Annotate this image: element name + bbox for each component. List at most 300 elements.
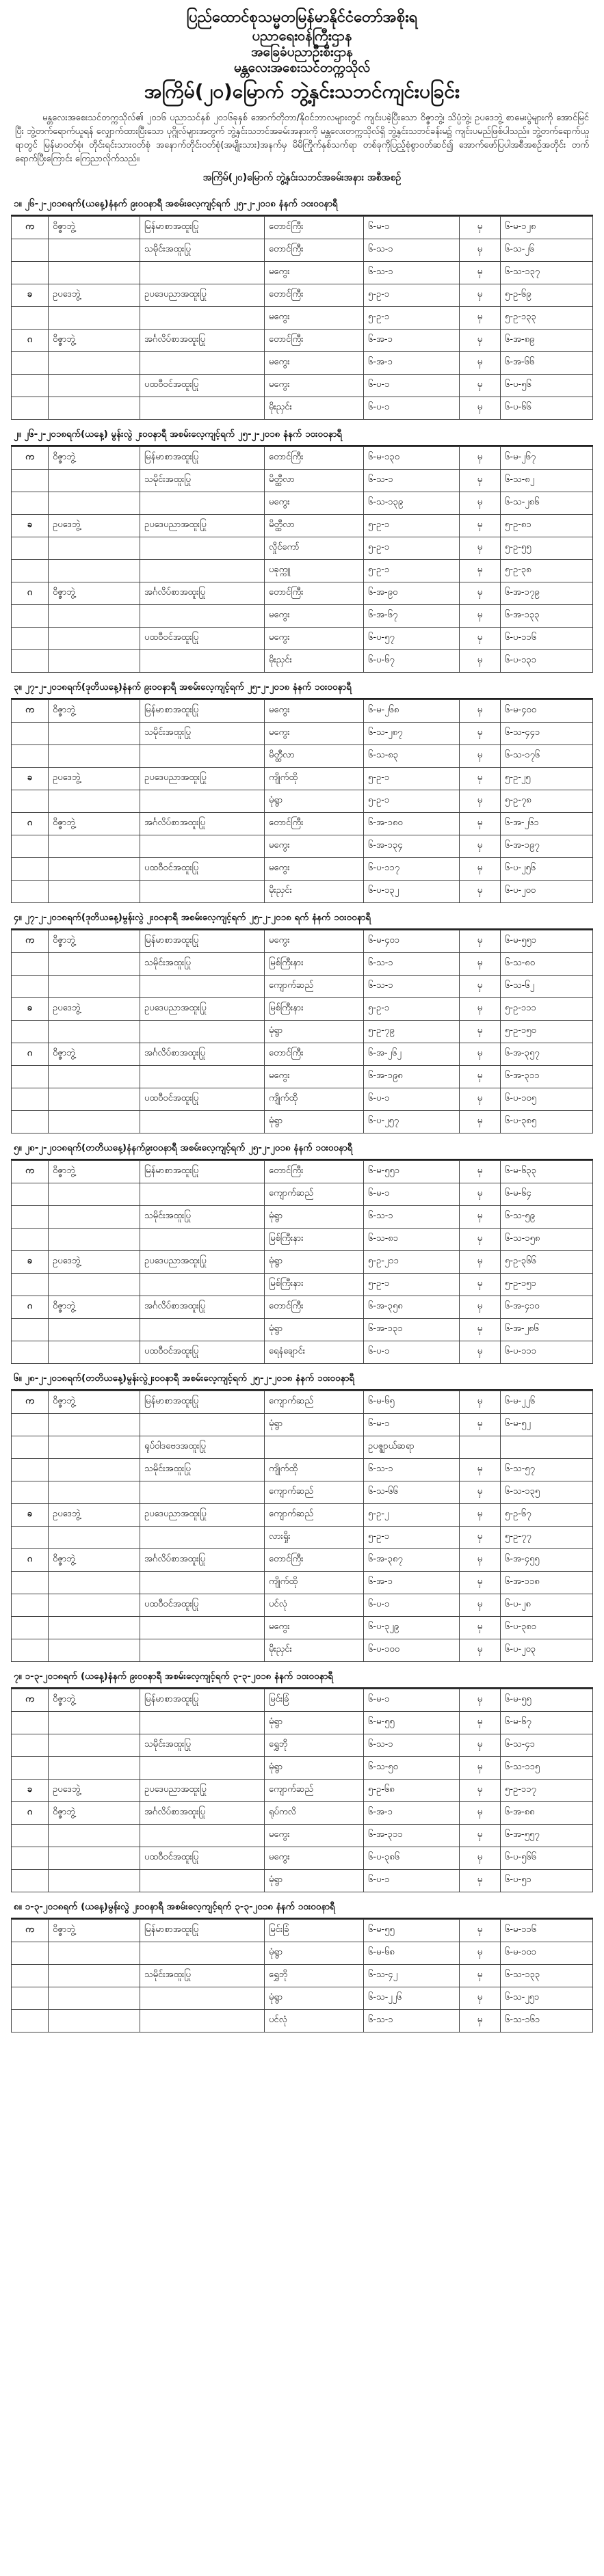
row-number [12, 835, 49, 857]
major-subject: ဥပဒေပညာအထူးပြု [140, 514, 265, 537]
roll-from: ၆-ပ-၆၇ [364, 649, 460, 672]
major-subject [140, 1228, 265, 1250]
section-header: ၁။ ၂၆-၂-၂၀၁၈ရက်(ယနေ့)နံနက် ၉း၀၀နာရီ အစမ်းလေ့ကျင့်ရက် ၂၅-၂-၂၀၁၈ နံနက် ၁၀း၀၀နာရီ [11, 193, 593, 216]
table-row [12, 930, 593, 952]
university-location: မိတ္ထီလာ [265, 469, 364, 492]
university-location: မကွေး [265, 857, 364, 880]
roll-to: ၆-မ-၂၂၆ [501, 1391, 593, 1413]
table-row [12, 880, 593, 902]
roll-from: ၆-သ-၈၁ [364, 1228, 460, 1250]
range-separator: မှ [460, 857, 501, 880]
major-subject: ဥပဒေပညာအထူးပြု [140, 997, 265, 1020]
major-subject: ဥပဒေပညာအထူးပြု [140, 1250, 265, 1273]
roll-from: ၆-မ-၄၀၁ [364, 930, 460, 952]
major-subject: ပထဝီဝင်အထူးပြု [140, 1341, 265, 1363]
roll-from: ၆-အ-၁၉၈ [364, 1065, 460, 1088]
degree-name: ဥပဒေဘွဲ့ [49, 767, 140, 790]
major-subject [140, 1481, 265, 1503]
degree-name [49, 351, 140, 374]
major-subject: ပထဝီဝင်အထူးပြု [140, 1088, 265, 1110]
roll-from: ၆-သ-၁၃၉ [364, 492, 460, 514]
university-location: မိုးညှင်း [265, 397, 364, 419]
roll-from: ၅-ဥ-၁ [364, 537, 460, 559]
roll-from: ဥပဇ္ဈာယ်ဆရာ [364, 1436, 460, 1458]
roll-from: ၅-ဥ-၁ [364, 1273, 460, 1296]
table-row [12, 1503, 593, 1526]
roll-to: ၆-သ-၁၅၈ [501, 1228, 593, 1250]
degree-name [49, 880, 140, 902]
university-location: မြစ်ကြီးနား [265, 1273, 364, 1296]
university-location: မကွေး [265, 930, 364, 952]
range-separator: မှ [460, 722, 501, 744]
degree-name [49, 1228, 140, 1250]
roll-to: ၅-ဥ-၆၇ [501, 1503, 593, 1526]
major-subject: သမိုင်းအထူးပြု [140, 1205, 265, 1228]
roll-to: ၆-သ-၄၁ [501, 1734, 593, 1756]
row-number [12, 1987, 49, 2009]
university-location: ကျိုက်ထို [265, 1088, 364, 1110]
government-title: ပြည်ထောင်စုသမ္မတမြန်မာနိုင်ငံတော်အစိုးရ [186, 9, 418, 26]
major-subject: အင်္ဂလိပ်စာအထူးပြု [140, 1296, 265, 1318]
roll-to: ၆-မ-၅၂ [501, 1413, 593, 1436]
roll-from: ၆-အ-၂၆၂ [364, 1043, 460, 1065]
table-row [12, 1391, 593, 1413]
row-number: ခ [12, 767, 49, 790]
range-separator: မှ [460, 1756, 501, 1779]
major-subject: မြန်မာစာအထူးပြု [140, 699, 265, 722]
table-row [12, 1341, 593, 1363]
roll-to: ၆-အ-၈၉ [501, 329, 593, 351]
major-subject: သမိုင်းအထူးပြု [140, 1458, 265, 1481]
table-row [12, 1942, 593, 1964]
degree-name: ဝိဇ္ဇာဘွဲ့ [49, 812, 140, 835]
schedule-table [11, 446, 593, 673]
major-subject [140, 261, 265, 284]
degree-name: ဥပဒေဘွဲ့ [49, 1779, 140, 1801]
degree-name [49, 374, 140, 397]
university-location: မြစ်ကြီးနား [265, 1228, 364, 1250]
range-separator: မှ [460, 1639, 501, 1661]
roll-from: ၆-မ-၁ [364, 216, 460, 239]
row-number [12, 469, 49, 492]
degree-name [49, 1711, 140, 1734]
major-subject [140, 1711, 265, 1734]
degree-name [49, 857, 140, 880]
table-row [12, 1824, 593, 1847]
range-separator: မှ [460, 1824, 501, 1847]
degree-name: ဝိဇ္ဇာဘွဲ့ [49, 1919, 140, 1942]
roll-to: ၅-ဥ-၁၁၇ [501, 1779, 593, 1801]
university-location: တောင်ကြီး [265, 446, 364, 469]
range-separator: မှ [460, 1413, 501, 1436]
major-subject [140, 1273, 265, 1296]
range-separator: မှ [460, 997, 501, 1020]
row-number: ဂ [12, 1801, 49, 1824]
range-separator: မှ [460, 261, 501, 284]
roll-from: ၆-ပ-၁၁၇ [364, 857, 460, 880]
degree-name [49, 1341, 140, 1363]
roll-to: ၆-မ-၁၀၁ [501, 1942, 593, 1964]
row-number [12, 1824, 49, 1847]
range-separator: မှ [460, 582, 501, 604]
university-location: မကွေး [265, 699, 364, 722]
table-row [12, 239, 593, 261]
row-number [12, 1205, 49, 1228]
schedule-sections [11, 193, 593, 2032]
degree-name [49, 1594, 140, 1616]
major-subject [140, 1065, 265, 1088]
degree-name [49, 1987, 140, 2009]
table-row [12, 649, 593, 672]
row-number: ခ [12, 284, 49, 306]
table-row [12, 1571, 593, 1594]
roll-from: ၆-အ-၁၃၄ [364, 835, 460, 857]
university-location: တောင်ကြီး [265, 1160, 364, 1183]
ministry-title: ပညာရေးဝန်ကြီးဌာန [252, 27, 352, 44]
row-number [12, 1458, 49, 1481]
roll-to: ၆-မ-၅၅ [501, 1689, 593, 1711]
roll-to: ၆-အ-၁၃၃ [501, 604, 593, 627]
major-subject [140, 1183, 265, 1205]
range-separator: မှ [460, 1481, 501, 1503]
roll-to: ၆-ပ-၃၈၁ [501, 1616, 593, 1639]
row-number: က [12, 930, 49, 952]
major-subject: သမိုင်းအထူးပြု [140, 239, 265, 261]
major-subject: မြန်မာစာအထူးပြု [140, 1160, 265, 1183]
roll-to: ၆-မ-၆၄ [501, 1183, 593, 1205]
roll-from: ၆-မ-၅၅ [364, 1919, 460, 1942]
roll-from: ၆-အ-၁ [364, 329, 460, 351]
degree-name: ဝိဇ္ဇာဘွဲ့ [49, 1689, 140, 1711]
range-separator: မှ [460, 1964, 501, 1987]
roll-to: ၆-သ-၁၃၇ [501, 261, 593, 284]
range-separator: မှ [460, 1734, 501, 1756]
range-separator: မှ [460, 627, 501, 649]
university-location: မကွေး [265, 351, 364, 374]
row-number: ခ [12, 514, 49, 537]
roll-from: ၆-ပ-၁၀၀ [364, 1639, 460, 1661]
row-number [12, 559, 49, 582]
row-number [12, 306, 49, 329]
degree-name [49, 306, 140, 329]
range-separator: မှ [460, 790, 501, 812]
roll-to: ၆-အ-၈၈ [501, 1801, 593, 1824]
table-row [12, 1847, 593, 1869]
degree-name [49, 1639, 140, 1661]
table-row [12, 559, 593, 582]
range-separator: မှ [460, 1273, 501, 1296]
table-row [12, 284, 593, 306]
table-row [12, 537, 593, 559]
table-row [12, 1481, 593, 1503]
university-location: ရေနံချောင်း [265, 1341, 364, 1363]
range-separator: မှ [460, 329, 501, 351]
table-row [12, 1711, 593, 1734]
table-row [12, 1020, 593, 1043]
roll-to: ၆-သ-၁၁၅ [501, 1756, 593, 1779]
range-separator: မှ [460, 1318, 501, 1341]
range-separator: မှ [460, 744, 501, 767]
university-location: ရုပ်ကလိ [265, 1801, 364, 1824]
degree-name [49, 1020, 140, 1043]
degree-name [49, 492, 140, 514]
schedule-section [11, 1138, 593, 1364]
table-row [12, 216, 593, 239]
row-number [12, 492, 49, 514]
row-number [12, 1183, 49, 1205]
row-number [12, 1065, 49, 1088]
table-row [12, 374, 593, 397]
table-row [12, 835, 593, 857]
roll-from: ၆-ပ-၁ [364, 1594, 460, 1616]
roll-to: ၆-သ-၈၂ [501, 469, 593, 492]
table-row [12, 582, 593, 604]
roll-from: ၆-အ-၁ [364, 1801, 460, 1824]
table-row [12, 1689, 593, 1711]
range-separator: မှ [460, 649, 501, 672]
range-separator: မှ [460, 284, 501, 306]
roll-from: ၆-ပ-၁ [364, 374, 460, 397]
row-number [12, 627, 49, 649]
university-location: မကွေး [265, 261, 364, 284]
row-number: ခ [12, 1250, 49, 1273]
university-location: မြင်းခြံ [265, 1919, 364, 1942]
table-row [12, 469, 593, 492]
roll-from: ၆-သ-၁ [364, 975, 460, 997]
roll-to: ၆-သ-၂၈၆ [501, 492, 593, 514]
row-number [12, 1110, 49, 1133]
degree-name [49, 1318, 140, 1341]
major-subject [140, 1869, 265, 1892]
range-separator: မှ [460, 469, 501, 492]
roll-to: ၆-ပ-၁၀၅ [501, 1088, 593, 1110]
degree-name [49, 1088, 140, 1110]
range-separator [460, 1436, 501, 1458]
table-row [12, 1919, 593, 1942]
table-row [12, 1183, 593, 1205]
range-separator: မှ [460, 1183, 501, 1205]
range-separator: မှ [460, 1020, 501, 1043]
row-number [12, 952, 49, 975]
university-location: ကျိုက်ထို [265, 767, 364, 790]
table-row [12, 514, 593, 537]
row-number [12, 1436, 49, 1458]
range-separator: မှ [460, 306, 501, 329]
major-subject: အင်္ဂလိပ်စာအထူးပြု [140, 1801, 265, 1824]
roll-to: ၆-ပ-၂၀၃ [501, 1639, 593, 1661]
university-location [265, 1436, 364, 1458]
range-separator: မှ [460, 2009, 501, 2032]
row-number [12, 790, 49, 812]
row-number [12, 1413, 49, 1436]
university-location: ပင်လုံ [265, 1594, 364, 1616]
roll-from: ၆-ပ-၁ [364, 1341, 460, 1363]
university-location: ရွှေဘို [265, 1734, 364, 1756]
university-location: မုံရွာ [265, 1250, 364, 1273]
roll-to: ၆-အ-၆၆ [501, 351, 593, 374]
row-number [12, 722, 49, 744]
table-row [12, 1110, 593, 1133]
university-location: မြစ်ကြီးနား [265, 997, 364, 1020]
roll-to: ၅-ဥ-၇၇ [501, 1526, 593, 1548]
roll-from: ၆-သ-၄၂ [364, 1964, 460, 1987]
range-separator: မှ [460, 374, 501, 397]
schedule-section [11, 677, 593, 903]
degree-name [49, 649, 140, 672]
degree-name [49, 835, 140, 857]
table-row [12, 2009, 593, 2032]
range-separator: မှ [460, 1250, 501, 1273]
major-subject [140, 537, 265, 559]
range-separator: မှ [460, 446, 501, 469]
university-location: မုံရွာ [265, 1318, 364, 1341]
roll-from: ၆-အ-၃၈၇ [364, 1548, 460, 1571]
roll-to: ၆-ပ-၂၈ [501, 1594, 593, 1616]
degree-name: ဝိဇ္ဇာဘွဲ့ [49, 1160, 140, 1183]
major-subject [140, 1756, 265, 1779]
schedule-section [11, 1896, 593, 2032]
row-number: က [12, 699, 49, 722]
roll-from: ၆-ပ-၂၅၇ [364, 1110, 460, 1133]
row-number: က [12, 1919, 49, 1942]
university-location: မုံရွာ [265, 1711, 364, 1734]
schedule-table [11, 1689, 593, 1892]
row-number [12, 1481, 49, 1503]
degree-name [49, 952, 140, 975]
roll-from: ၆-သ-၈၃ [364, 744, 460, 767]
schedule-table [11, 699, 593, 903]
degree-name [49, 1942, 140, 1964]
row-number [12, 1088, 49, 1110]
table-row [12, 1250, 593, 1273]
roll-from: ၆-သ-၁ [364, 952, 460, 975]
degree-name [49, 1526, 140, 1548]
roll-to: ၅-ဥ-၃၆၆ [501, 1250, 593, 1273]
roll-to: ၆-ပ-၃၈၅ [501, 1110, 593, 1133]
range-separator: မှ [460, 537, 501, 559]
row-number [12, 1228, 49, 1250]
roll-to [501, 1436, 593, 1458]
roll-to: ၆-သ-၂၅၁ [501, 1987, 593, 2009]
roll-from: ၆-ပ-၁ [364, 1869, 460, 1892]
university-location: မကွေး [265, 374, 364, 397]
degree-name: ဝိဇ္ဇာဘွဲ့ [49, 1548, 140, 1571]
row-number [12, 1942, 49, 1964]
degree-name: ဥပဒေဘွဲ့ [49, 997, 140, 1020]
roll-from: ၅-ဥ-၆၈ [364, 1779, 460, 1801]
table-row [12, 1964, 593, 1987]
table-row [12, 975, 593, 997]
degree-name [49, 239, 140, 261]
major-subject [140, 1942, 265, 1964]
schedule-subtitle: အကြိမ်(၂၀)မြောက် ဘွဲ့နှင်းသဘင်အခမ်းအနား အစီအစဉ် [202, 172, 402, 183]
university-location: မုံရွာ [265, 1110, 364, 1133]
degree-name: ဝိဇ္ဇာဘွဲ့ [49, 1391, 140, 1413]
roll-from: ၆-အ-၁၃၁ [364, 1318, 460, 1341]
row-number [12, 1616, 49, 1639]
roll-from: ၆-ပ-၅၇ [364, 627, 460, 649]
major-subject [140, 649, 265, 672]
schedule-table [11, 1160, 593, 1364]
row-number: က [12, 1160, 49, 1183]
range-separator: မှ [460, 1548, 501, 1571]
major-subject [140, 835, 265, 857]
roll-to: ၆-အ-၅၅၇ [501, 1824, 593, 1847]
university-location: မုံရွာ [265, 1756, 364, 1779]
row-number [12, 1526, 49, 1548]
ceremony-title: အကြိမ်(၂၀)မြောက် ဘွဲ့နှင်းသဘင်ကျင်းပခြင်း [144, 80, 460, 103]
roll-from: ၆-သ-၁ [364, 261, 460, 284]
university-location: ကျိုက်ထို [265, 1458, 364, 1481]
row-number [12, 1734, 49, 1756]
schedule-section [11, 907, 593, 1133]
major-subject [140, 351, 265, 374]
degree-name: ဝိဇ္ဇာဘွဲ့ [49, 1801, 140, 1824]
schedule-table [11, 1391, 593, 1662]
degree-name [49, 1065, 140, 1088]
roll-from: ၆-အ-၁ [364, 1571, 460, 1594]
roll-to: ၆-အ-၄၁၀ [501, 1296, 593, 1318]
degree-name [49, 627, 140, 649]
university-location: တောင်ကြီး [265, 812, 364, 835]
major-subject [140, 1987, 265, 2009]
table-row [12, 1616, 593, 1639]
row-number [12, 1273, 49, 1296]
degree-name [49, 1964, 140, 1987]
roll-from: ၅-ဥ-၁ [364, 514, 460, 537]
roll-to: ၅-ဥ-၁၃၃ [501, 306, 593, 329]
roll-from: ၅-ဥ-၁ [364, 284, 460, 306]
table-row [12, 492, 593, 514]
row-number: ခ [12, 997, 49, 1020]
roll-from: ၆-ပ-၁ [364, 1088, 460, 1110]
range-separator: မှ [460, 1571, 501, 1594]
roll-from: ၆-မ-၆၅ [364, 1391, 460, 1413]
major-subject [140, 492, 265, 514]
schedule-section [11, 424, 593, 673]
major-subject [140, 1413, 265, 1436]
table-row [12, 446, 593, 469]
roll-to: ၆-မ-၅၅၁ [501, 930, 593, 952]
roll-from: ၆-မ-၁ [364, 1183, 460, 1205]
major-subject: မြန်မာစာအထူးပြု [140, 930, 265, 952]
degree-name [49, 1756, 140, 1779]
roll-to: ၅-ဥ-၇၈ [501, 790, 593, 812]
degree-name [49, 1110, 140, 1133]
major-subject: အင်္ဂလိပ်စာအထူးပြု [140, 329, 265, 351]
row-number [12, 1964, 49, 1987]
range-separator: မှ [460, 1391, 501, 1413]
university-location: ကျောက်ဆည် [265, 1503, 364, 1526]
major-subject: မြန်မာစာအထူးပြု [140, 446, 265, 469]
university-location: တောင်ကြီး [265, 1296, 364, 1318]
range-separator: မှ [460, 975, 501, 997]
university-location: မုံရွာ [265, 1942, 364, 1964]
university-location: မုံရွာ [265, 1987, 364, 2009]
university-location: မကွေး [265, 1847, 364, 1869]
roll-from: ၆-ပ-၃၈၆ [364, 1847, 460, 1869]
roll-from: ၆-ပ-၃၂၉ [364, 1616, 460, 1639]
university-location: ကျောက်ဆည် [265, 1391, 364, 1413]
roll-to: ၆-အ-၃၁၁ [501, 1065, 593, 1088]
university-location: ရွှေဘို [265, 1964, 364, 1987]
major-subject [140, 2009, 265, 2032]
degree-name [49, 604, 140, 627]
degree-name [49, 975, 140, 997]
roll-from: ၅-ဥ-၁ [364, 1526, 460, 1548]
range-separator: မှ [460, 1110, 501, 1133]
university-location: မိုးညှင်း [265, 649, 364, 672]
